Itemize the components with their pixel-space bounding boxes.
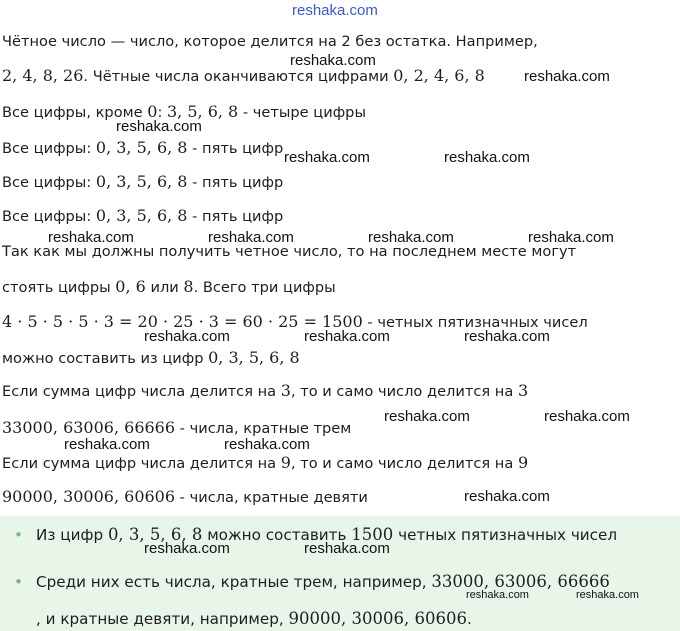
text-line-5: Все цифры: 0, 3, 5, 6, 8 - пять цифр [2,172,284,191]
text-line-1: Чётное число — число, которое делится на 2 без остатка. Например, [2,33,538,50]
watermark: reshaka.com [466,589,529,601]
summary-bullet-2: • Среди них есть числа, кратные трем, например, 33000, 63006, 66666 [14,572,610,591]
bullet-icon: • [14,573,23,591]
text-line-2: 2, 4, 8, 26. Чётные числа оканчиваются цифрами 0, 2, 4, 6, 8 [2,66,485,85]
watermark: reshaka.com [48,229,134,246]
watermark: reshaka.com [524,68,610,85]
bullet-icon: • [14,526,23,544]
summary-box [0,516,680,631]
watermark: reshaka.com [144,540,230,557]
watermark: reshaka.com [544,408,630,425]
watermark: reshaka.com [116,118,202,135]
text-line-11: Если сумма цифр числа делится на 3, то и само число делится на 3 [2,381,529,400]
text-line-6: Все цифры: 0, 3, 5, 6, 8 - пять цифр [2,206,284,225]
watermark: reshaka.com [224,436,310,453]
watermark: reshaka.com [290,52,376,69]
watermark: reshaka.com [528,229,614,246]
watermark-top: reshaka.com [292,2,378,19]
text-line-12: 33000, 63006, 66666 - числа, кратные трем [2,418,352,437]
watermark: reshaka.com [384,408,470,425]
watermark: reshaka.com [444,149,530,166]
watermark: reshaka.com [304,328,390,345]
text-line-10: можно составить из цифр 0, 3, 5, 6, 8 [2,348,300,367]
text-line-8: стоять цифры 0, 6 или 8. Всего три цифры [2,277,336,296]
text-line-9: 4 · 5 · 5 · 5 · 3 = 20 · 25 · 3 = 60 · 25 = 1500 - четных пятизначных чисел [2,312,588,331]
watermark: reshaka.com [304,540,390,557]
summary-bullet-2-cont: , и кратные девяти, например, 90000, 30006, 60606. [36,609,472,628]
watermark: reshaka.com [208,229,294,246]
watermark: reshaka.com [144,328,230,345]
watermark: reshaka.com [368,229,454,246]
summary-bullet-1: • Из цифр 0, 3, 5, 6, 8 можно составить 1500 четных пятизначных чисел [14,525,618,544]
text-line-4: Все цифры: 0, 3, 5, 6, 8 - пять цифр [2,138,284,157]
text-line-14: 90000, 30006, 60606 - числа, кратные девяти [2,487,368,506]
text-line-3: Все цифры, кроме 0: 3, 5, 6, 8 - четыре цифры [2,102,366,121]
watermark: reshaka.com [284,149,370,166]
text-line-13: Если сумма цифр числа делится на 9, то и само число делится на 9 [2,453,529,472]
watermark: reshaka.com [576,589,639,601]
watermark: reshaka.com [464,328,550,345]
watermark: reshaka.com [464,488,550,505]
watermark: reshaka.com [64,436,150,453]
text-line-7: Так как мы должны получить четное число, то на последнем месте могут [2,243,577,260]
